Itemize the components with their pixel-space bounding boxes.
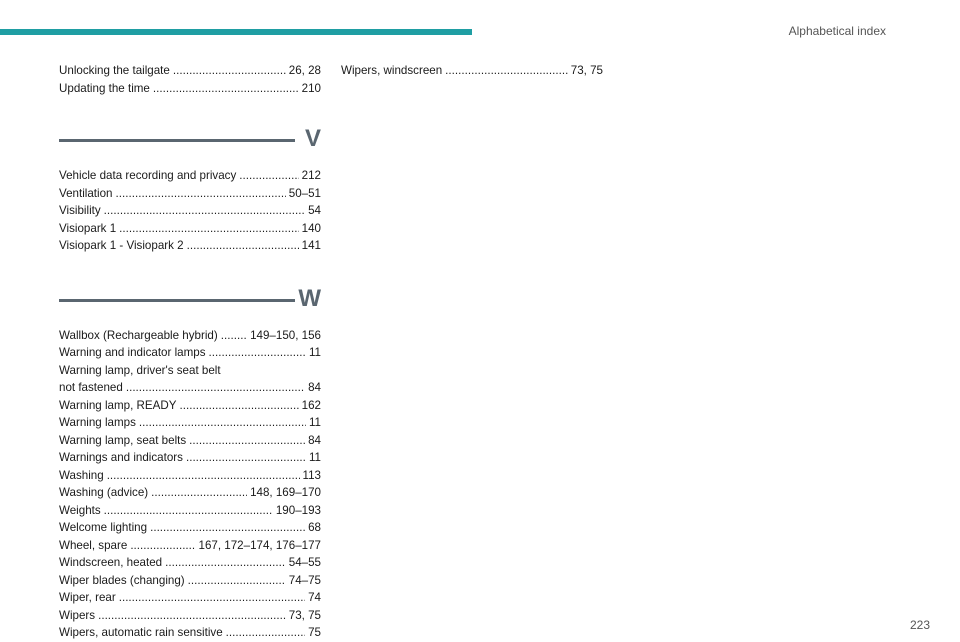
page-number: 223 xyxy=(909,618,930,632)
index-entry xyxy=(59,414,321,432)
section-header-w xyxy=(59,284,321,321)
dot-leader xyxy=(221,327,247,345)
dot-leader xyxy=(104,502,273,520)
entry-pages: 68 xyxy=(308,521,321,534)
index-entry xyxy=(59,589,321,607)
entry-term: Visiopark 1 xyxy=(59,221,117,235)
entry-group-w-multiline xyxy=(59,379,321,397)
dot-leader xyxy=(189,432,305,450)
dot-leader xyxy=(165,554,286,572)
index-entry xyxy=(59,624,321,642)
section-header-v xyxy=(59,127,321,161)
entry-term: Wiper blades (changing) xyxy=(59,573,185,587)
dot-leader xyxy=(116,185,286,203)
index-entry-line: Warning lamp, driver's seat belt xyxy=(59,363,221,377)
entry-pages: 141 xyxy=(301,239,321,252)
index-entry xyxy=(59,185,321,203)
index-column-right xyxy=(341,62,603,80)
dot-leader xyxy=(186,449,306,467)
index-entry xyxy=(59,537,321,555)
entry-pages: 140 xyxy=(301,221,321,235)
entry-term: Warning lamps xyxy=(59,416,136,429)
entry-term: Wipers, windscreen xyxy=(341,64,443,77)
entry-term: Visiopark 1 - Visiopark 2 xyxy=(59,239,184,252)
index-entry xyxy=(59,237,321,255)
entry-pages: 54–55 xyxy=(288,556,321,569)
index-entry xyxy=(59,554,321,572)
entry-term: Wipers xyxy=(59,608,96,622)
entry-pages: 74 xyxy=(308,591,321,604)
entry-term: Wipers, automatic rain sensitive xyxy=(59,626,223,639)
dot-leader xyxy=(173,62,286,80)
index-entry xyxy=(59,432,321,450)
entry-term: Wheel, spare xyxy=(59,538,128,552)
entry-term: Updating the time xyxy=(59,81,150,95)
entry-term: Unlocking the tailgate xyxy=(59,64,170,77)
entry-pages: 148, 169–170 xyxy=(250,486,321,499)
dot-leader xyxy=(126,379,305,397)
index-entry xyxy=(59,502,321,520)
entry-pages: 73, 75 xyxy=(570,64,603,77)
entry-pages: 50–51 xyxy=(288,186,321,200)
entry-term: Weights xyxy=(59,503,101,517)
section-rule xyxy=(59,299,295,302)
entry-pages: 190–193 xyxy=(275,503,321,517)
entry-term: Warning and indicator lamps xyxy=(59,346,206,359)
entry-pages: 73, 75 xyxy=(288,608,321,622)
index-entry xyxy=(59,572,321,590)
entry-term: Warning lamp, READY xyxy=(59,398,177,412)
entry-group-w-right xyxy=(341,62,603,80)
entry-term: Vehicle data recording and privacy xyxy=(59,169,237,182)
entry-term: Washing (advice) xyxy=(59,486,149,499)
entry-pages: 74–75 xyxy=(288,573,321,587)
entry-pages: 84 xyxy=(308,433,321,447)
dot-leader xyxy=(104,202,305,220)
section-rule xyxy=(59,139,295,142)
index-entry xyxy=(59,220,321,238)
entry-pages: 210 xyxy=(301,81,321,95)
index-entry xyxy=(59,484,321,502)
entry-pages: 11 xyxy=(308,416,321,429)
dot-leader xyxy=(153,80,299,98)
index-entry xyxy=(59,344,321,362)
entry-pages: 167, 172–174, 176–177 xyxy=(198,538,321,552)
index-entry xyxy=(59,607,321,625)
entry-group-v xyxy=(59,167,321,255)
index-entry xyxy=(59,202,321,220)
entry-group-w-continued xyxy=(59,397,321,642)
dot-leader xyxy=(188,572,286,590)
entry-group-w xyxy=(59,327,321,362)
entry-term: Windscreen, heated xyxy=(59,556,163,569)
dot-leader xyxy=(130,537,195,555)
dot-leader xyxy=(209,344,306,362)
index-entry xyxy=(341,62,603,80)
dot-leader xyxy=(119,220,299,238)
entry-pages: 54 xyxy=(308,204,321,217)
page-header-title: Alphabetical index xyxy=(788,24,886,38)
entry-term: Warnings and indicators xyxy=(59,451,183,464)
dot-leader xyxy=(107,467,300,485)
entry-pages: 149–150, 156 xyxy=(250,328,321,342)
entry-term: Visibility xyxy=(59,204,101,217)
entry-term: Warning lamp, seat belts xyxy=(59,433,187,447)
dot-leader xyxy=(445,62,568,80)
dot-leader xyxy=(139,414,306,432)
entry-term: Washing xyxy=(59,468,104,482)
index-entry xyxy=(59,80,321,98)
index-entry xyxy=(59,519,321,537)
index-entry xyxy=(59,467,321,485)
index-entry xyxy=(59,327,321,345)
entry-pages: 11 xyxy=(308,346,321,359)
dot-leader xyxy=(151,484,247,502)
entry-term: Ventilation xyxy=(59,186,113,200)
index-column-left xyxy=(59,62,321,642)
entry-pages: 113 xyxy=(302,468,321,482)
dot-leader xyxy=(179,397,298,415)
entry-pages: 84 xyxy=(308,381,321,394)
entry-pages: 212 xyxy=(301,169,321,182)
index-entry xyxy=(59,449,321,467)
entry-pages: 75 xyxy=(308,626,321,639)
section-letter-v: V xyxy=(304,125,321,152)
entry-group-u xyxy=(59,62,321,97)
dot-leader xyxy=(119,589,305,607)
index-entry xyxy=(59,167,321,185)
entry-pages: 11 xyxy=(308,451,321,464)
index-entry xyxy=(59,397,321,415)
dot-leader xyxy=(150,519,305,537)
dot-leader xyxy=(187,237,299,255)
dot-leader xyxy=(98,607,286,625)
entry-term: not fastened xyxy=(59,381,123,394)
dot-leader xyxy=(239,167,298,185)
index-entry xyxy=(59,379,321,397)
entry-term: Wiper, rear xyxy=(59,591,116,604)
entry-pages: 26, 28 xyxy=(288,64,321,77)
entry-term: Welcome lighting xyxy=(59,521,148,534)
section-letter-w: W xyxy=(298,284,321,312)
index-entry xyxy=(59,62,321,80)
entry-pages: 162 xyxy=(301,398,321,412)
entry-term: Wallbox (Rechargeable hybrid) xyxy=(59,328,218,342)
dot-leader xyxy=(226,624,305,642)
header-accent-bar xyxy=(0,29,472,35)
